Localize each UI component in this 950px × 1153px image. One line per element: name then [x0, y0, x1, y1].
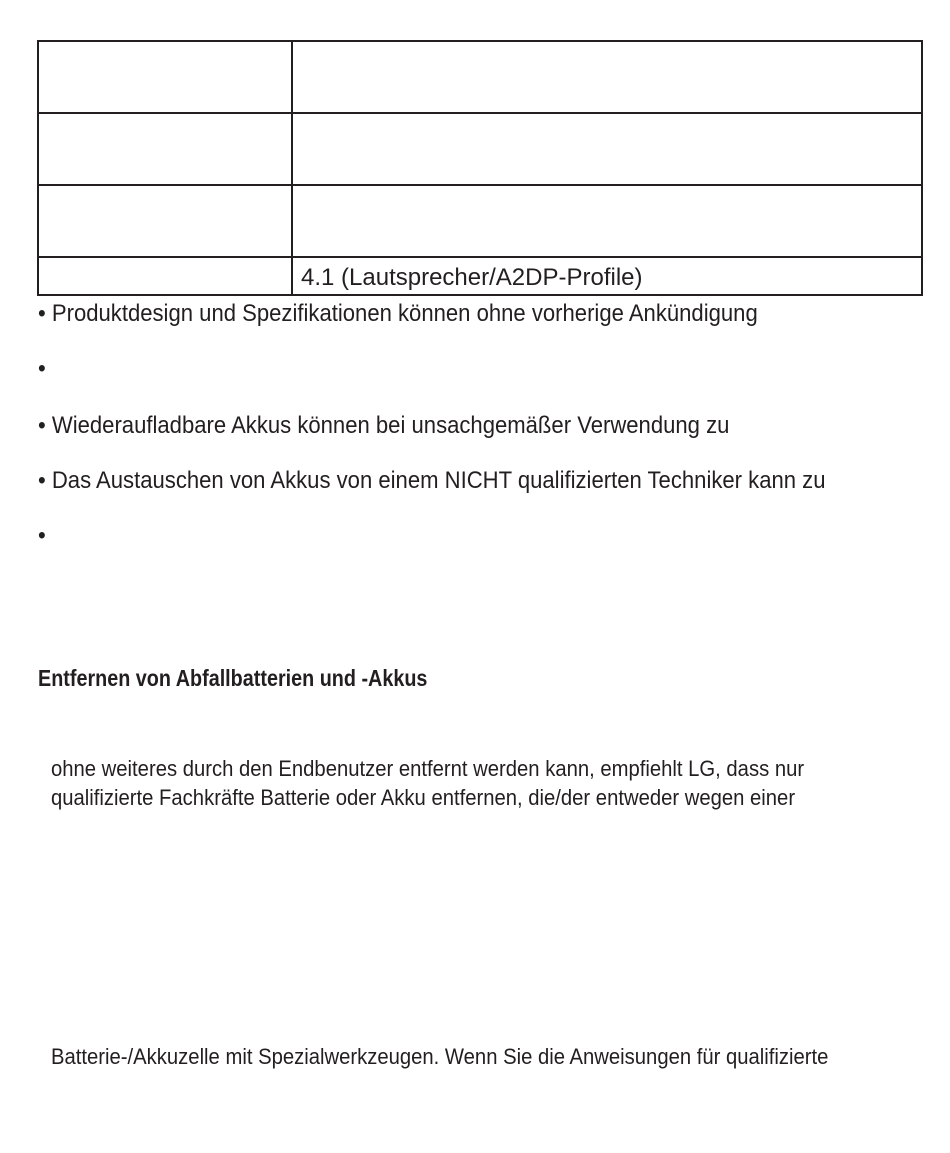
paragraph-line: qualifizierte Fachkräfte Batterie oder Akku entfernen, die/der entweder wegen einer — [51, 785, 796, 810]
spec-value — [292, 185, 922, 257]
spec-row — [38, 113, 922, 185]
spec-label — [38, 113, 292, 185]
bullet-item: • Das Austauschen von Akkus von einem NICHT qualifizierten Techniker kann zu — [38, 467, 826, 494]
spec-label — [38, 185, 292, 257]
spec-value: 4.1 (Lautsprecher/A2DP-Profile) — [292, 257, 922, 295]
bullet-item: • Produktdesign und Spezifikationen können ohne vorherige Ankündigung — [38, 300, 758, 327]
bullet-item: • Wiederaufladbare Akkus können bei unsachgemäßer Verwendung zu — [38, 412, 730, 439]
spec-value — [292, 41, 922, 113]
bullet-item: • — [38, 355, 46, 382]
spec-row — [38, 257, 922, 295]
spec-value — [292, 113, 922, 185]
paragraph-line: Batterie-/Akkuzelle mit Spezialwerkzeugen. Wenn Sie die Anweisungen für qualifizierte — [51, 1044, 829, 1069]
spec-row — [38, 185, 922, 257]
spec-row — [38, 41, 922, 113]
spec-label — [38, 257, 292, 295]
bullet-item: • — [38, 522, 46, 549]
spec-label — [38, 41, 292, 113]
spec-table — [37, 40, 923, 296]
section-heading: Entfernen von Abfallbatterien und -Akkus — [38, 665, 428, 691]
paragraph-line: ohne weiteres durch den Endbenutzer entfernt werden kann, empfiehlt LG, dass nur — [51, 756, 805, 781]
